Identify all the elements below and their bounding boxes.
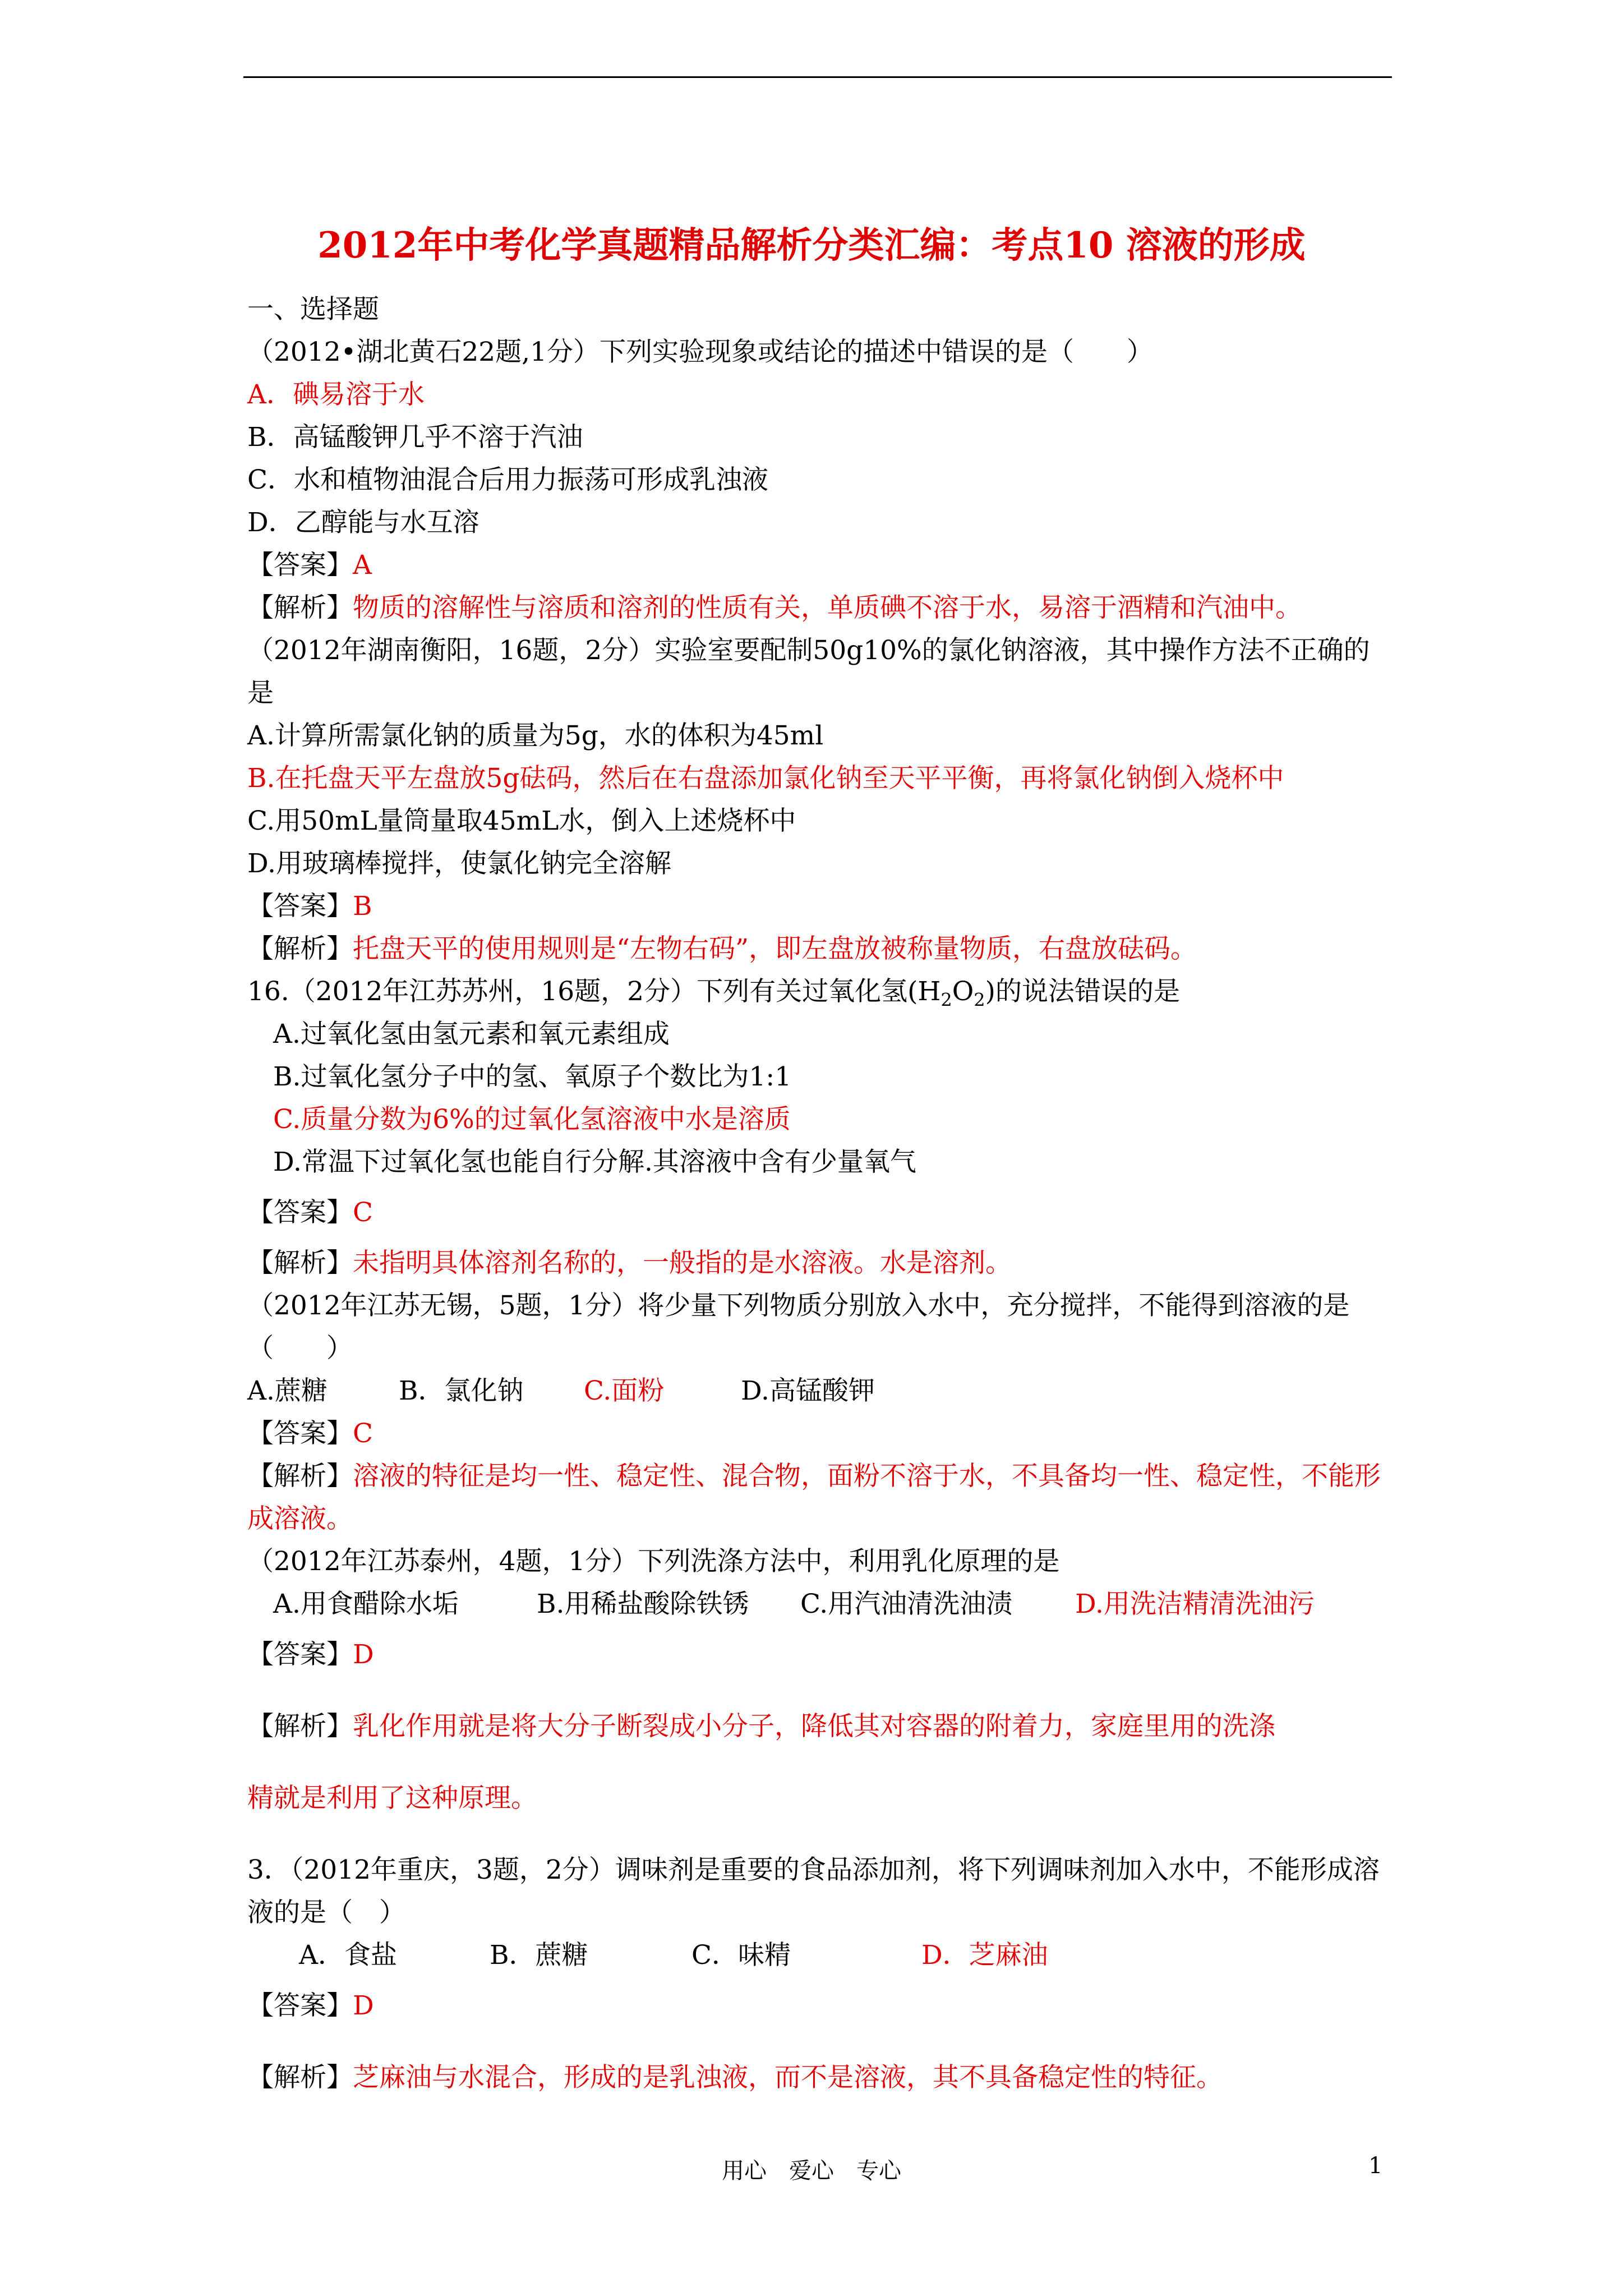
q3-option-a: A.过氧化氢由氢元素和氧元素组成 <box>273 1019 670 1050</box>
analysis-label: 【解析】 <box>247 1248 353 1278</box>
answer-value: C <box>353 1197 373 1228</box>
q4-options <box>247 1370 1386 1412</box>
q6-option-c: C．味精 <box>691 1940 791 1971</box>
q4-analysis <box>247 1455 1386 1540</box>
q5-analysis-cont: 精就是利用了这种原理。 <box>247 1783 537 1814</box>
header-rule <box>243 76 1392 78</box>
q1-analysis <box>247 587 1386 629</box>
answer-label: 【答案】 <box>247 1639 353 1670</box>
q3-option-b: B.过氧化氢分子中的氢、氧原子个数比为1:1 <box>273 1061 792 1092</box>
answer-value: B <box>353 891 372 922</box>
document-title: 2012年中考化学真题精品解析分类汇编：考点10 溶液的形成 <box>317 224 1306 266</box>
q2-option-b: B.在托盘天平左盘放5g砝码，然后在右盘添加氯化钠至天平平衡，再将氯化钠倒入烧杯中 <box>247 763 1284 794</box>
q2-option-d: D.用玻璃棒搅拌，使氯化钠完全溶解 <box>247 848 671 879</box>
q5-option-d: D.用洗洁精清洗油污 <box>1075 1589 1315 1619</box>
q1-answer <box>247 544 1386 587</box>
q3-option-c: C.质量分数为6%的过氧化氢溶液中水是溶质 <box>273 1104 791 1135</box>
q1-stem: （2012•湖北黄石22题,1分）下列实验现象或结论的描述中错误的是（ ） <box>247 337 1153 367</box>
analysis-label: 【解析】 <box>247 933 353 964</box>
q5-option-a: A.用食醋除水垢 <box>273 1589 459 1619</box>
answer-value: D <box>353 1639 374 1670</box>
answer-label: 【答案】 <box>247 550 353 581</box>
q2-answer <box>247 885 1386 928</box>
q1-option-d: D．乙醇能与水互溶 <box>247 507 479 538</box>
page-footer: 用心 爱心 专心 <box>722 2158 901 2184</box>
q5-options <box>247 1583 1386 1626</box>
q4-option-b: B．氯化钠 <box>399 1375 524 1406</box>
q4-option-d: D.高锰酸钾 <box>741 1375 875 1406</box>
q2-stem: （2012年湖南衡阳，16题，2分）实验室要配制50g10%的氯化钠溶液，其中操作方法不正确的是 <box>247 635 1370 708</box>
analysis-text: 乳化作用就是将大分子断裂成小分子，降低其对容器的附着力，家庭里用的洗涤 <box>353 1711 1275 1742</box>
q3-stem: 16.（2012年江苏苏州，16题，2分）下列有关过氧化氢$(H_2O_2)$的说法错误的是 <box>247 976 1180 1011</box>
q1-option-a: A．碘易溶于水 <box>247 379 425 410</box>
q6-option-a: A．食盐 <box>299 1940 397 1971</box>
q6-answer <box>247 1985 1386 2027</box>
q1-option-b: B．高锰酸钾几乎不溶于汽油 <box>247 422 583 453</box>
analysis-text: 物质的溶解性与溶质和溶剂的性质有关，单质碘不溶于水，易溶于酒精和汽油中。 <box>353 592 1302 623</box>
q4-option-c: C.面粉 <box>584 1375 665 1406</box>
q4-stem: （2012年江苏无锡，5题，1分）将少量下列物质分别放入水中，充分搅拌，不能得到溶液的是（ ） <box>247 1290 1350 1364</box>
analysis-label: 【解析】 <box>247 1711 353 1742</box>
answer-label: 【答案】 <box>247 1197 353 1228</box>
answer-value: A <box>353 550 372 581</box>
q4-option-a: A.蔗糖 <box>247 1375 328 1406</box>
q1-option-c: C．水和植物油混合后用力振荡可形成乳浊液 <box>247 464 768 495</box>
analysis-text: 芝麻油与水混合，形成的是乳浊液，而不是溶液，其不具备稳定性的特征。 <box>353 2062 1223 2093</box>
q6-analysis <box>247 2056 1386 2099</box>
q5-option-b: B.用稀盐酸除铁锈 <box>537 1589 749 1619</box>
q3-analysis <box>247 1242 1386 1285</box>
q6-option-d: D．芝麻油 <box>921 1940 1048 1971</box>
q6-stem: 3．（2012年重庆，3题，2分）调味剂是重要的食品添加剂，将下列调味剂加入水中，不能形成溶液的是（ ） <box>247 1855 1380 1928</box>
q3-option-d: D.常温下过氧化氢也能自行分解.其溶液中含有少量氧气 <box>273 1147 916 1177</box>
q5-option-c: C.用汽油清洗油渍 <box>800 1589 1013 1619</box>
q6-option-b: B．蔗糖 <box>490 1940 588 1971</box>
analysis-text: 未指明具体溶剂名称的，一般指的是水溶液。水是溶剂。 <box>353 1248 1012 1278</box>
q5-answer <box>247 1634 1386 1676</box>
page-number: 1 <box>1368 2153 1383 2179</box>
answer-label: 【答案】 <box>247 1990 353 2021</box>
q2-option-c: C.用50mL量筒量取45mL水，倒入上述烧杯中 <box>247 806 796 836</box>
answer-label: 【答案】 <box>247 1418 353 1449</box>
q5-analysis <box>247 1705 1386 1748</box>
analysis-label: 【解析】 <box>247 592 353 623</box>
q5-stem: （2012年江苏泰州，4题，1分）下列洗涤方法中，利用乳化原理的是 <box>247 1546 1060 1577</box>
section-heading: 一、选择题 <box>247 294 379 325</box>
document-body <box>247 288 1386 2099</box>
answer-value: C <box>353 1418 373 1449</box>
q6-options <box>247 1934 1386 1977</box>
answer-value: D <box>353 1990 374 2021</box>
q4-answer <box>247 1412 1386 1455</box>
analysis-label: 【解析】 <box>247 2062 353 2093</box>
q2-option-a: A.计算所需氯化钠的质量为5g，水的体积为45ml <box>247 720 824 751</box>
answer-label: 【答案】 <box>247 891 353 922</box>
analysis-text: 溶液的特征是均一性、稳定性、混合物，面粉不溶于水，不具备均一性、稳定性，不能形成溶液。 <box>247 1461 1381 1534</box>
analysis-text: 托盘天平的使用规则是“左物右码”，即左盘放被称量物质，右盘放砝码。 <box>353 933 1197 964</box>
q3-answer <box>247 1191 1386 1234</box>
analysis-label: 【解析】 <box>247 1461 353 1492</box>
q2-analysis <box>247 928 1386 970</box>
